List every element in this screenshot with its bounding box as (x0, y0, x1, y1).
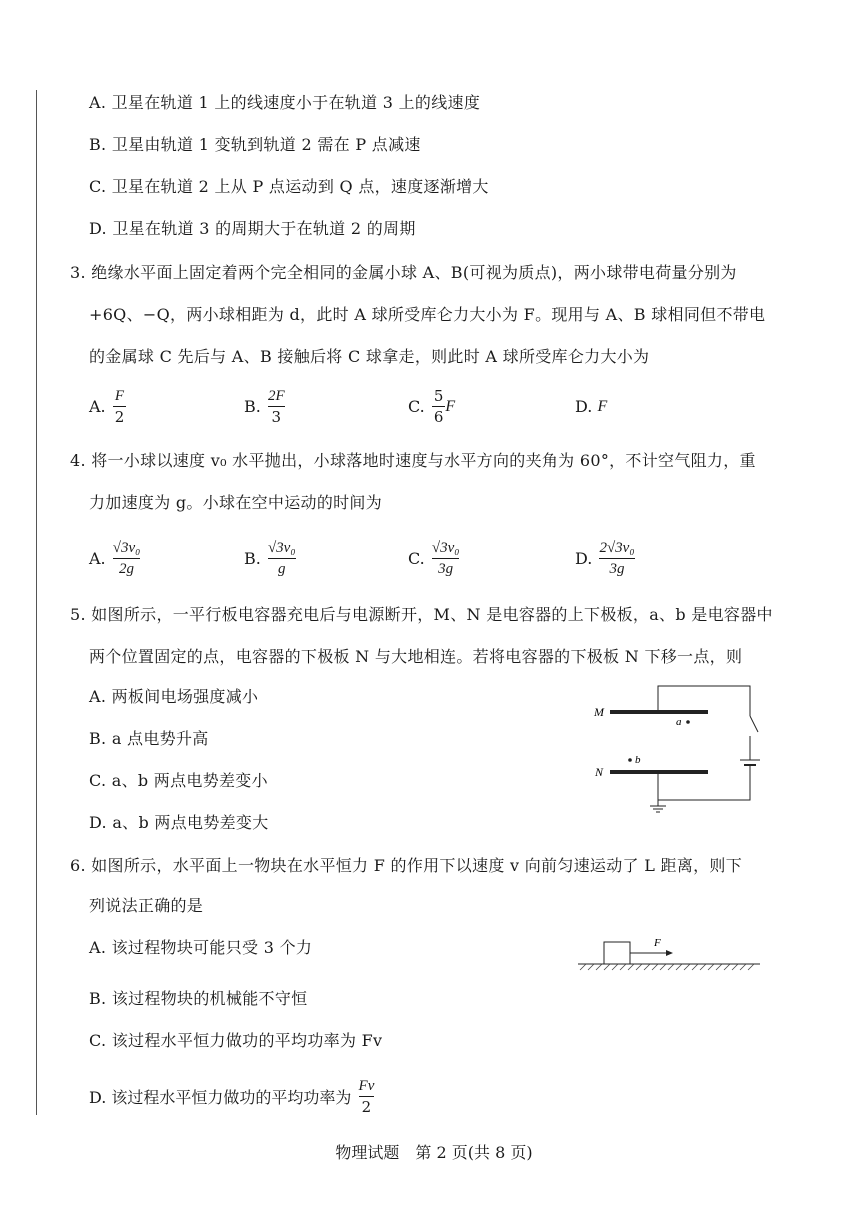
q4-option-b-label: B. (244, 549, 261, 568)
fraction-denominator: 3g (599, 558, 634, 579)
q4-option-c-fraction (432, 538, 460, 579)
fraction-numerator: 2√3v₀ (599, 540, 635, 556)
q2-option-d: D. 卫星在轨道 3 的周期大于在轨道 2 的周期 (89, 219, 416, 238)
margin-line (36, 90, 37, 1115)
label-n: N (595, 765, 604, 779)
q4-option-b-fraction (268, 538, 296, 579)
capacitor-circuit-figure (590, 680, 770, 820)
fraction-numerator: 2F (267, 388, 285, 404)
label-b: b (635, 754, 641, 766)
fraction-numerator: √3v₀ (431, 540, 460, 556)
q3-option-a-label: A. (89, 397, 106, 416)
q2-option-a: A. 卫星在轨道 1 上的线速度小于在轨道 3 上的线速度 (89, 93, 481, 112)
q6-option-d-fraction (359, 1076, 375, 1117)
q3-option-b (244, 386, 285, 427)
q6-option-d (89, 1076, 374, 1117)
q6-option-c: C. 该过程水平恒力做功的平均功率为 Fv (89, 1031, 383, 1050)
q3-option-c-fraction (432, 386, 446, 427)
q6-option-b: B. 该过程物块的机械能不守恒 (89, 989, 308, 1008)
force-arrow-head (666, 950, 673, 956)
q6-stem-line2: 列说法正确的是 (89, 896, 204, 915)
fraction-denominator: 2g (113, 558, 141, 579)
q3-option-a (89, 386, 126, 427)
block (604, 942, 630, 964)
fraction-denominator: 3 (268, 406, 285, 427)
q4-option-c (408, 538, 459, 579)
fraction-numerator: √3v₀ (112, 540, 141, 556)
q4-option-a-label: A. (89, 549, 106, 568)
fraction-numerator: Fv (358, 1078, 375, 1094)
q3-option-d-label: D. (575, 397, 593, 416)
q2-option-b: B. 卫星由轨道 1 变轨到轨道 2 需在 P 点减速 (89, 135, 421, 154)
q4-option-d (575, 538, 635, 579)
q5-option-d: D. a、b 两点电势差变大 (89, 813, 269, 832)
fraction-denominator: g (268, 558, 296, 579)
q3-option-a-fraction (113, 386, 127, 427)
q3-option-c (408, 386, 455, 427)
q5-stem-line1: 5. 如图所示，一平行板电容器充电后与电源断开，M、N 是电容器的上下极板，a、b 是电容器中 (70, 605, 773, 624)
q6-option-a: A. 该过程物块可能只受 3 个力 (89, 938, 313, 957)
q4-option-d-fraction (599, 538, 634, 579)
q4-stem-line1: 4. 将一小球以速度 v₀ 水平抛出，小球落地时速度与水平方向的夹角为 60°，不计空气阻力，重 (70, 451, 756, 470)
point-b-dot (628, 758, 632, 762)
block-force-figure (574, 930, 764, 980)
q3-stem-line2: +6Q、−Q，两小球相距为 d，此时 A 球所受库仑力大小为 F。现用与 A、B 球相同但不带电 (89, 305, 766, 324)
q5-option-a: A. 两板间电场强度减小 (89, 687, 259, 706)
fraction-numerator: F (114, 388, 125, 404)
q4-option-a (89, 538, 140, 579)
q5-option-c: C. a、b 两点电势差变小 (89, 771, 268, 790)
switch-blade (750, 716, 758, 732)
page-footer: 物理试题 第 2 页(共 8 页) (335, 1143, 533, 1162)
q4-option-d-label: D. (575, 549, 593, 568)
q4-option-c-label: C. (408, 549, 425, 568)
q3-stem-line3: 的金属球 C 先后与 A、B 接触后将 C 球拿走，则此时 A 球所受库仑力大小为 (89, 347, 650, 366)
q3-option-d (575, 396, 607, 416)
q2-option-c: C. 卫星在轨道 2 上从 P 点运动到 Q 点，速度逐渐增大 (89, 177, 489, 196)
fraction-denominator: 2 (114, 408, 125, 426)
force-label: F (654, 937, 661, 949)
q4-stem-line2: 力加速度为 g。小球在空中运动的时间为 (89, 493, 383, 512)
q6-stem-line1: 6. 如图所示，水平面上一物块在水平恒力 F 的作用下以速度 v 向前匀速运动了 L 距离，则下 (70, 856, 743, 875)
q3-stem-line1: 3. 绝缘水平面上固定着两个完全相同的金属小球 A、B(可视为质点)，两小球带电荷量分别为 (70, 263, 737, 282)
point-a-dot (686, 720, 690, 724)
fraction-numerator: √3v₀ (267, 540, 296, 556)
q4-option-b (244, 538, 296, 579)
q5-stem-line2: 两个位置固定的点，电容器的下极板 N 与大地相连。若将电容器的下极板 N 下移一点，则 (89, 647, 743, 666)
q3-option-d-text: F (597, 397, 608, 415)
label-m: M (594, 705, 604, 719)
fraction-denominator: 6 (433, 408, 444, 426)
fraction-denominator: 3g (432, 558, 460, 579)
fraction-numerator: 5 (433, 387, 444, 405)
q3-option-b-fraction (268, 386, 285, 427)
fraction-denominator: 2 (359, 1096, 375, 1117)
label-a: a (676, 716, 682, 728)
q6-option-d-text: D. 该过程水平恒力做功的平均功率为 (89, 1088, 352, 1107)
q3-option-c-suffix: F (445, 397, 456, 415)
ground-hatching (580, 964, 754, 970)
q4-option-a-fraction (113, 538, 141, 579)
q5-option-b: B. a 点电势升高 (89, 729, 209, 748)
q3-option-b-label: B. (244, 397, 261, 416)
q3-option-c-label: C. (408, 397, 425, 416)
